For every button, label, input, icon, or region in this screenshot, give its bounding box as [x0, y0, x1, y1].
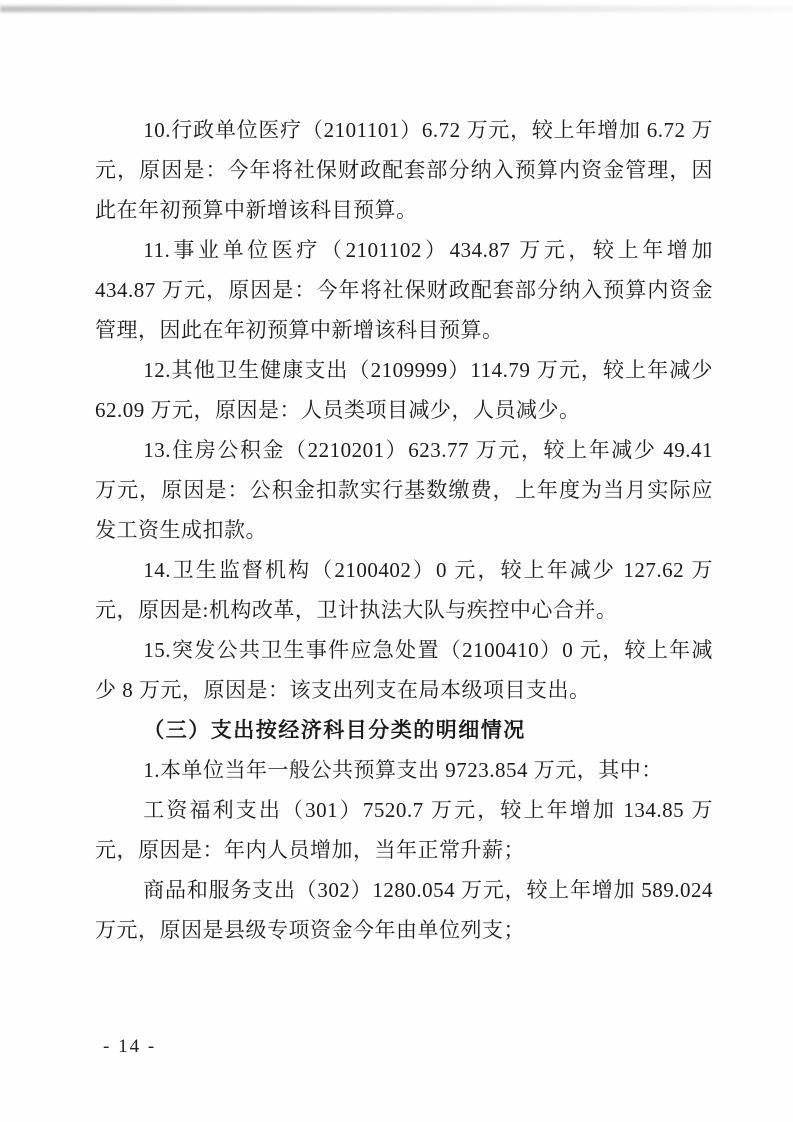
page-number: - 14 -	[103, 1036, 157, 1057]
scan-artifact-line	[0, 6, 793, 12]
paragraph-item-12: 12.其他卫生健康支出（2109999）114.79 万元，较上年减少 62.09 万元，原因是：人员类项目减少，人员减少。	[95, 358, 713, 422]
paragraph-item-10: 10.行政单位医疗（2101101）6.72 万元，较上年增加 6.72 万元，原因是：今年将社保财政配套部分纳入预算内资金管理，因此在年初预算中新增该科目预算。	[95, 118, 713, 222]
paragraph-wages-benefits-301: 工资福利支出（301）7520.7 万元，较上年增加 134.85 万元，原因是：年内人员增加，当年正常升薪；	[95, 798, 713, 862]
document-body	[95, 110, 713, 950]
paragraph-general-public-budget-total: 1.本单位当年一般公共预算支出 9723.854 万元，其中：	[143, 758, 663, 782]
section-heading-expenditure-by-economic-category: （三）支出按经济科目分类的明细情况	[143, 718, 526, 742]
paragraph-goods-services-302: 商品和服务支出（302）1280.054 万元，较上年增加 589.024 万元，原因是县级专项资金今年由单位列支；	[95, 878, 713, 942]
paragraph-item-15: 15.突发公共卫生事件应急处置（2100410）0 元，较上年减少 8 万元，原因是：该支出列支在局本级项目支出。	[95, 638, 713, 702]
paragraph-item-13: 13.住房公积金（2210201）623.77 万元，较上年减少 49.41 万元，原因是：公积金扣款实行基数缴费，上年度为当月实际应发工资生成扣款。	[95, 438, 713, 542]
paragraph-item-14: 14.卫生监督机构（2100402）0 元，较上年减少 127.62 万元，原因是:机构改革，卫计执法大队与疾控中心合并。	[95, 558, 713, 622]
paragraph-item-11: 11.事业单位医疗（2101102）434.87 万元，较上年增加 434.87 万元，原因是：今年将社保财政配套部分纳入预算内资金管理，因此在年初预算中新增该科目预算。	[95, 238, 713, 342]
